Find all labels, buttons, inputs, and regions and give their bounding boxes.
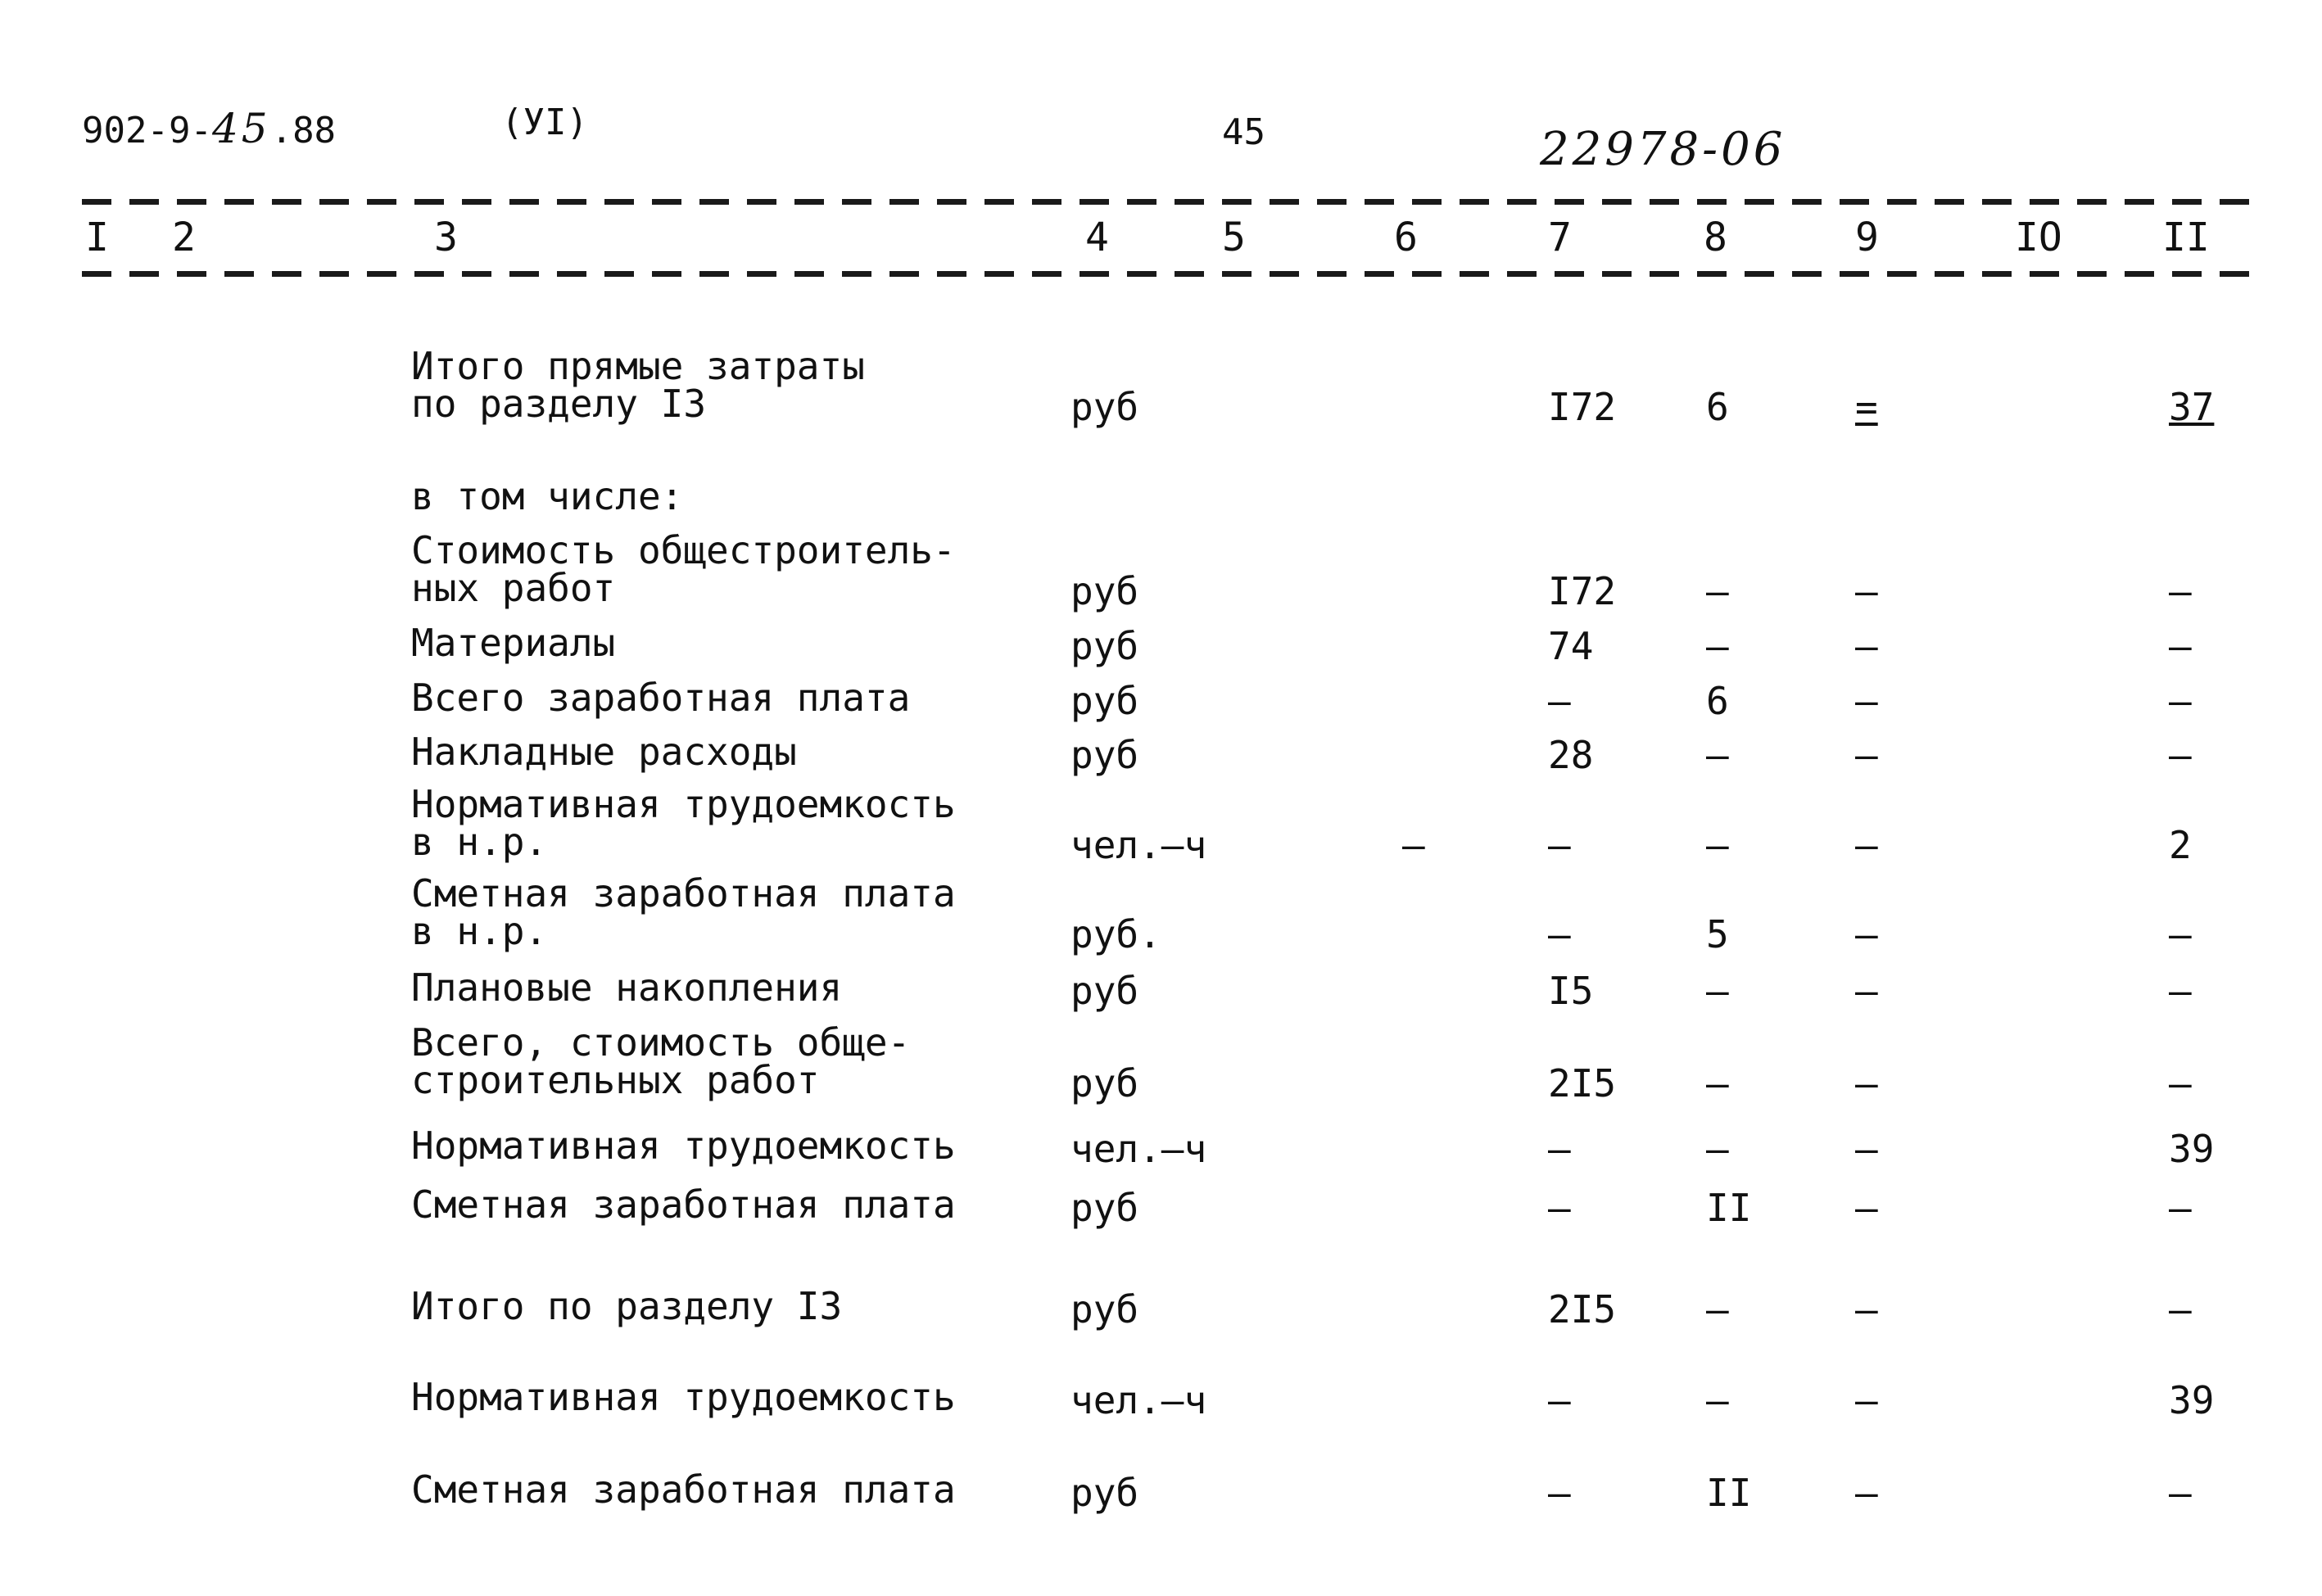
value-cell-9: – [1855, 679, 1878, 723]
row-label: по разделу I3 [411, 382, 707, 426]
row-label: Нормативная трудоемкость [411, 1124, 956, 1168]
unit-cell: чел.–ч [1070, 823, 1207, 867]
value-cell-9: – [1855, 823, 1878, 867]
value-cell-7: I5 [1548, 969, 1594, 1013]
value-cell-11: 39 [2169, 1127, 2215, 1171]
unit-cell: руб [1070, 624, 1139, 668]
value-cell-11: – [2169, 1061, 2192, 1105]
value-cell-11: – [2169, 679, 2192, 723]
unit-cell: руб [1070, 385, 1139, 429]
row-label: Нормативная трудоемкость [411, 782, 956, 826]
value-cell-11: – [2169, 912, 2192, 956]
column-number-6: 6 [1394, 215, 1418, 260]
value-cell-7: 2I5 [1548, 1061, 1617, 1105]
document-code-prefix: 902-9- [82, 110, 212, 151]
value-cell-7: – [1548, 1127, 1571, 1171]
row-label: Нормативная трудоемкость [411, 1375, 956, 1419]
value-cell-9: – [1855, 733, 1878, 777]
column-number-11: II [2162, 215, 2210, 260]
value-cell-7: – [1548, 1186, 1571, 1230]
value-cell-11: 2 [2169, 823, 2192, 867]
value-cell-11: – [2169, 1186, 2192, 1230]
row-label: в том числе: [411, 474, 684, 518]
value-cell-9: – [1855, 1378, 1878, 1422]
value-cell-9: – [1855, 1061, 1878, 1105]
value-cell-7: 2I5 [1548, 1287, 1617, 1332]
row-label: Накладные расходы [411, 730, 797, 774]
value-cell-11: 37 [2169, 385, 2215, 429]
row-label: Сметная заработная плата [411, 871, 956, 916]
unit-cell: руб. [1070, 912, 1161, 956]
value-cell-7: 28 [1548, 733, 1594, 777]
unit-cell: чел.–ч [1070, 1127, 1207, 1171]
value-cell-8: 6 [1706, 385, 1729, 429]
value-cell-7: 74 [1548, 624, 1594, 668]
column-number-10: IO [2015, 215, 2062, 260]
row-label: Всего, стоимость обще- [411, 1020, 911, 1065]
unit-cell: руб [1070, 733, 1139, 777]
value-cell-9: – [1855, 1471, 1878, 1515]
value-cell-8: – [1706, 969, 1729, 1013]
value-cell-8: – [1706, 1287, 1729, 1332]
value-cell-9: – [1855, 912, 1878, 956]
value-cell-8: II [1706, 1471, 1752, 1515]
row-label: Итого прямые затраты [411, 344, 865, 388]
value-cell-8: – [1706, 1061, 1729, 1105]
document-code-suffix: .88 [270, 110, 337, 151]
column-number-8: 8 [1704, 215, 1727, 260]
value-cell-11: – [2169, 624, 2192, 668]
value-cell-8: – [1706, 733, 1729, 777]
value-cell-11: – [2169, 733, 2192, 777]
handwritten-stamp: 22978-06 [1540, 123, 1786, 176]
row-label: строительных работ [411, 1058, 820, 1102]
unit-cell: руб [1070, 969, 1139, 1013]
value-cell-9: – [1855, 1287, 1878, 1332]
row-label: Стоимость общестроитель- [411, 528, 956, 572]
value-cell-9: – [1855, 569, 1878, 613]
section-number: (УI) [501, 102, 588, 143]
column-number-3: 3 [434, 215, 458, 260]
value-cell-7: – [1548, 679, 1571, 723]
row-label: Всего заработная плата [411, 676, 911, 720]
value-cell-7: I72 [1548, 385, 1617, 429]
unit-cell: руб [1070, 569, 1139, 613]
value-cell-8: – [1706, 1378, 1729, 1422]
column-number-2: 2 [172, 215, 196, 260]
value-cell-9: = [1855, 385, 1878, 429]
row-label: Сметная заработная плата [411, 1467, 956, 1512]
value-cell-7: – [1548, 1378, 1571, 1422]
value-cell-8: – [1706, 823, 1729, 867]
value-cell-7: – [1548, 823, 1571, 867]
value-cell-11: – [2169, 969, 2192, 1013]
value-cell-8: – [1706, 569, 1729, 613]
value-cell-9: – [1855, 1127, 1878, 1171]
value-cell-11: – [2169, 1287, 2192, 1332]
column-number-4: 4 [1085, 215, 1109, 260]
column-number-5: 5 [1222, 215, 1246, 260]
value-cell-8: 5 [1706, 912, 1729, 956]
unit-cell: чел.–ч [1070, 1378, 1207, 1422]
unit-cell: руб [1070, 679, 1139, 723]
row-label: Итого по разделу I3 [411, 1284, 843, 1328]
value-cell-8: – [1706, 1127, 1729, 1171]
value-cell-9: – [1855, 969, 1878, 1013]
value-cell-8: – [1706, 624, 1729, 668]
column-number-7: 7 [1548, 215, 1572, 260]
value-cell-7: – [1548, 1471, 1571, 1515]
row-label: ных работ [411, 566, 616, 610]
value-cell-11: – [2169, 569, 2192, 613]
value-cell-11: 39 [2169, 1378, 2215, 1422]
document-code [82, 105, 336, 152]
header-top-rule [82, 199, 2252, 205]
row-label: Плановые накопления [411, 965, 843, 1010]
row-label: в н.р. [411, 909, 548, 953]
column-number-1: I [85, 215, 109, 260]
value-cell-9: – [1855, 1186, 1878, 1230]
value-cell-6: – [1402, 823, 1425, 867]
column-number-9: 9 [1855, 215, 1879, 260]
value-cell-8: II [1706, 1186, 1752, 1230]
unit-cell: руб [1070, 1287, 1139, 1332]
row-label: в н.р. [411, 820, 548, 864]
value-cell-7: – [1548, 912, 1571, 956]
row-label: Сметная заработная плата [411, 1182, 956, 1227]
value-cell-8: 6 [1706, 679, 1729, 723]
row-label: Материалы [411, 621, 616, 665]
header-bottom-rule [82, 271, 2252, 277]
value-cell-11: – [2169, 1471, 2192, 1515]
document-code-handwritten: 45 [211, 105, 271, 152]
value-cell-7: I72 [1548, 569, 1617, 613]
value-cell-9: – [1855, 624, 1878, 668]
unit-cell: руб [1070, 1186, 1139, 1230]
unit-cell: руб [1070, 1471, 1139, 1515]
page-number: 45 [1222, 111, 1265, 153]
unit-cell: руб [1070, 1061, 1139, 1105]
